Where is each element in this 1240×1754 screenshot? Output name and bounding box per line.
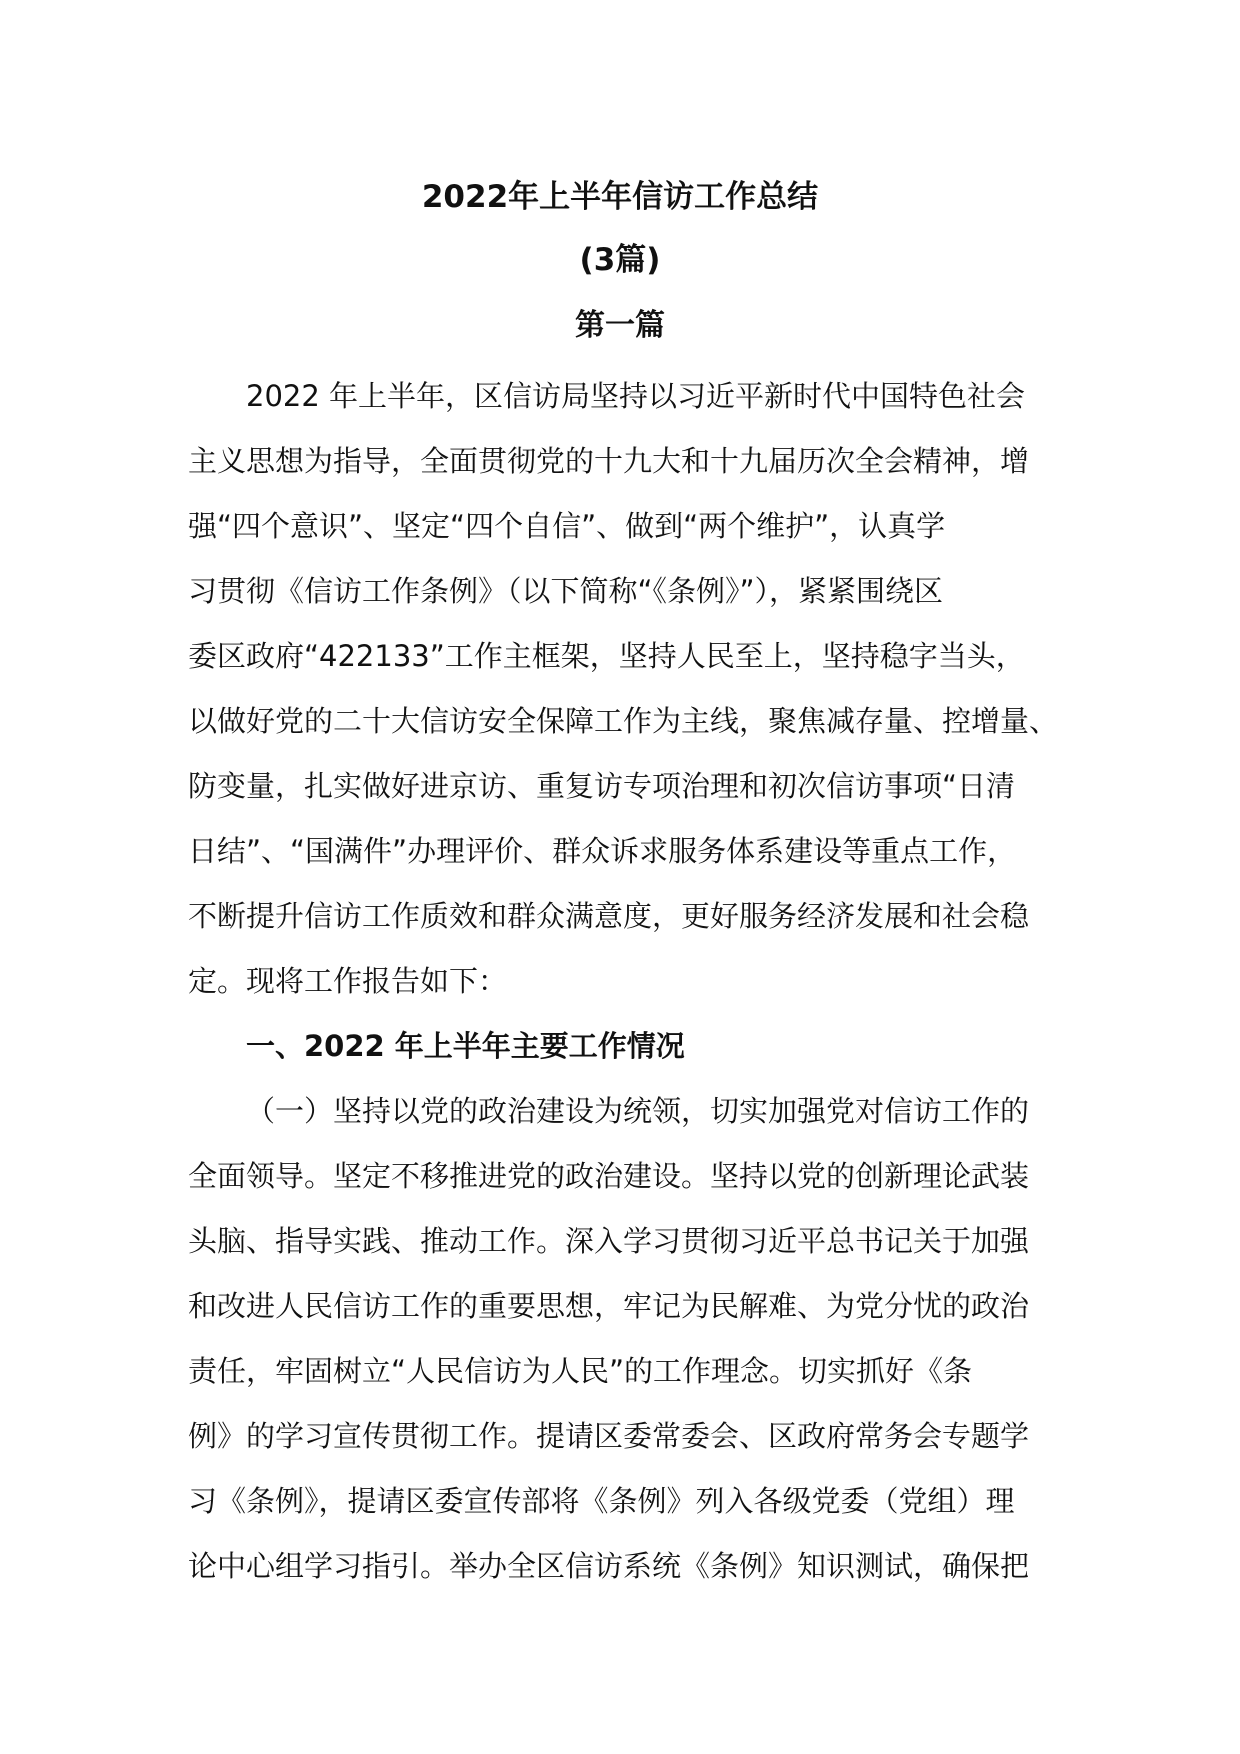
paragraph-line: 2022 年上半年，区信访局坚持以习近平新时代中国特色社会	[246, 379, 1026, 413]
paragraph-line: 防变量，扎实做好进京访、重复访专项治理和初次信访事项“日清	[188, 769, 1016, 803]
document-title: 2022年上半年信访工作总结	[421, 179, 819, 215]
section-title: 第一篇	[575, 308, 665, 343]
paragraph-line: 和改进人民信访工作的重要思想，牢记为民解难、为党分忧的政治	[188, 1289, 1030, 1323]
heading-main-work: 一、2022 年上半年主要工作情况	[246, 1029, 685, 1063]
paragraph-line: 主义思想为指导，全面贯彻党的十九大和十九届历次全会精神，增	[188, 444, 1030, 478]
paragraph-line: 全面领导。坚定不移推进党的政治建设。坚持以党的创新理论武装	[188, 1159, 1030, 1193]
paragraph-line: 例》的学习宣传贯彻工作。提请区委常委会、区政府常务会专题学	[188, 1419, 1030, 1453]
paragraph-line: 不断提升信访工作质效和群众满意度，更好服务经济发展和社会稳	[188, 899, 1030, 933]
paragraph-line: 习《条例》，提请区委宣传部将《条例》列入各级党委（党组）理	[188, 1484, 1015, 1518]
paragraph-line: 论中心组学习指引。举办全区信访系统《条例》知识测试，确保把	[188, 1549, 1030, 1583]
paragraph-line: 日结”、“国满件”办理评价、群众诉求服务体系建设等重点工作，	[188, 834, 1017, 868]
paragraph-line: 头脑、指导实践、推动工作。深入学习贯彻习近平总书记关于加强	[188, 1224, 1030, 1258]
paragraph-line: 以做好党的二十大信访安全保障工作为主线，聚焦减存量、控增量、	[188, 704, 1059, 738]
paragraph-line: （一）坚持以党的政治建设为统领，切实加强党对信访工作的	[246, 1094, 1030, 1128]
paragraph-line: 委区政府“422133”工作主框架，坚持人民至上，坚持稳字当头，	[188, 639, 1025, 673]
paragraph-line: 强“四个意识”、坚定“四个自信”、做到“两个维护”，认真学	[188, 509, 946, 543]
paragraph-line: 习贯彻《信访工作条例》（以下简称“《条例》”），紧紧围绕区	[188, 574, 944, 608]
paragraph-line: 定。现将工作报告如下：	[188, 964, 508, 998]
document-subtitle: (3篇)	[579, 242, 661, 278]
paragraph-line: 责任，牢固树立“人民信访为人民”的工作理念。切实抓好《条	[188, 1354, 973, 1388]
document-body	[188, 364, 1068, 1599]
